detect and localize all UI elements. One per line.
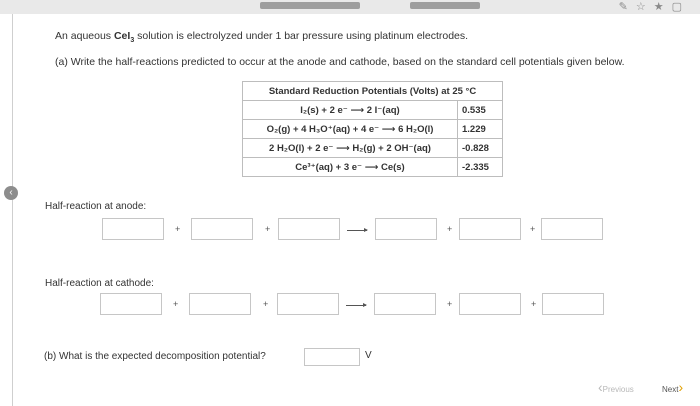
question-intro: An aqueous CeI$_3$ solution is electrolyzed under 1 bar pressure using platinum electrodes. [55,30,469,45]
plus-sign: + [531,299,537,309]
content-frame-border [12,14,13,406]
back-arrow-icon[interactable]: ‹ [4,186,18,200]
cathode-product-1-box[interactable] [374,293,436,315]
toolbar-icons [619,0,690,13]
chevron-right-icon: › [678,379,684,395]
cathode-product-2-box[interactable] [459,293,521,315]
plus-sign: + [447,224,453,234]
cathode-label: Half-reaction at cathode: [45,278,154,289]
anode-reactant-2-box[interactable] [191,218,253,240]
cathode-product-3-box[interactable] [542,293,604,315]
plus-sign: + [263,299,269,309]
cathode-reactant-2-box[interactable] [189,293,251,315]
part-b-prompt: (b) What is the expected decomposition potential? [44,351,266,362]
table-row: I₂(s) + 2 e⁻ ⟶ 2 I⁻(aq) 0.535 [243,101,503,120]
part-a-prompt: (a) Write the half-reactions predicted to occur at the anode and cathode, based on the standard cell potentials given below. [55,56,625,68]
anode-product-2-box[interactable] [459,218,521,240]
browser-top-bar [0,0,700,14]
edit-icon[interactable]: ✎ [618,1,636,13]
reaction-arrow [347,230,367,231]
cathode-reactant-3-box[interactable] [277,293,339,315]
tab-indicator [410,2,480,9]
unit-label: V [365,350,372,361]
anode-reactant-1-box[interactable] [102,218,164,240]
plus-sign: + [265,224,271,234]
chevron-left-icon: ‹ [598,379,603,395]
plus-sign: + [175,224,181,234]
star-icon[interactable]: ☆ [635,1,654,13]
table-row: Ce³⁺(aq) + 3 e⁻ ⟶ Ce(s) -2.335 [243,158,503,177]
reduction-potentials-table [242,81,503,177]
cathode-reactant-1-box[interactable] [100,293,162,315]
plus-sign: + [447,299,453,309]
reaction-arrow [346,305,366,306]
table-row: O₂(g) + 4 H₃O⁺(aq) + 4 e⁻ ⟶ 6 H₂O(l) 1.229 [243,120,503,139]
plus-sign: + [173,299,179,309]
window-icon[interactable]: ▢ [671,1,690,13]
table-row: 2 H₂O(l) + 2 e⁻ ⟶ H₂(g) + 2 OH⁻(aq) -0.828 [243,139,503,158]
plus-sign: + [530,224,536,234]
anode-product-1-box[interactable] [375,218,437,240]
bookmark-icon[interactable]: ★ [653,1,672,13]
anode-label: Half-reaction at anode: [45,201,147,212]
anode-product-3-box[interactable] [541,218,603,240]
anode-reactant-3-box[interactable] [278,218,340,240]
next-button[interactable]: Next› [662,379,684,395]
decomposition-potential-input[interactable] [304,348,360,366]
table-title: Standard Reduction Potentials (Volts) at 25 °C [243,82,503,101]
previous-button[interactable]: ‹Previous [598,379,634,395]
tab-indicator [260,2,360,9]
